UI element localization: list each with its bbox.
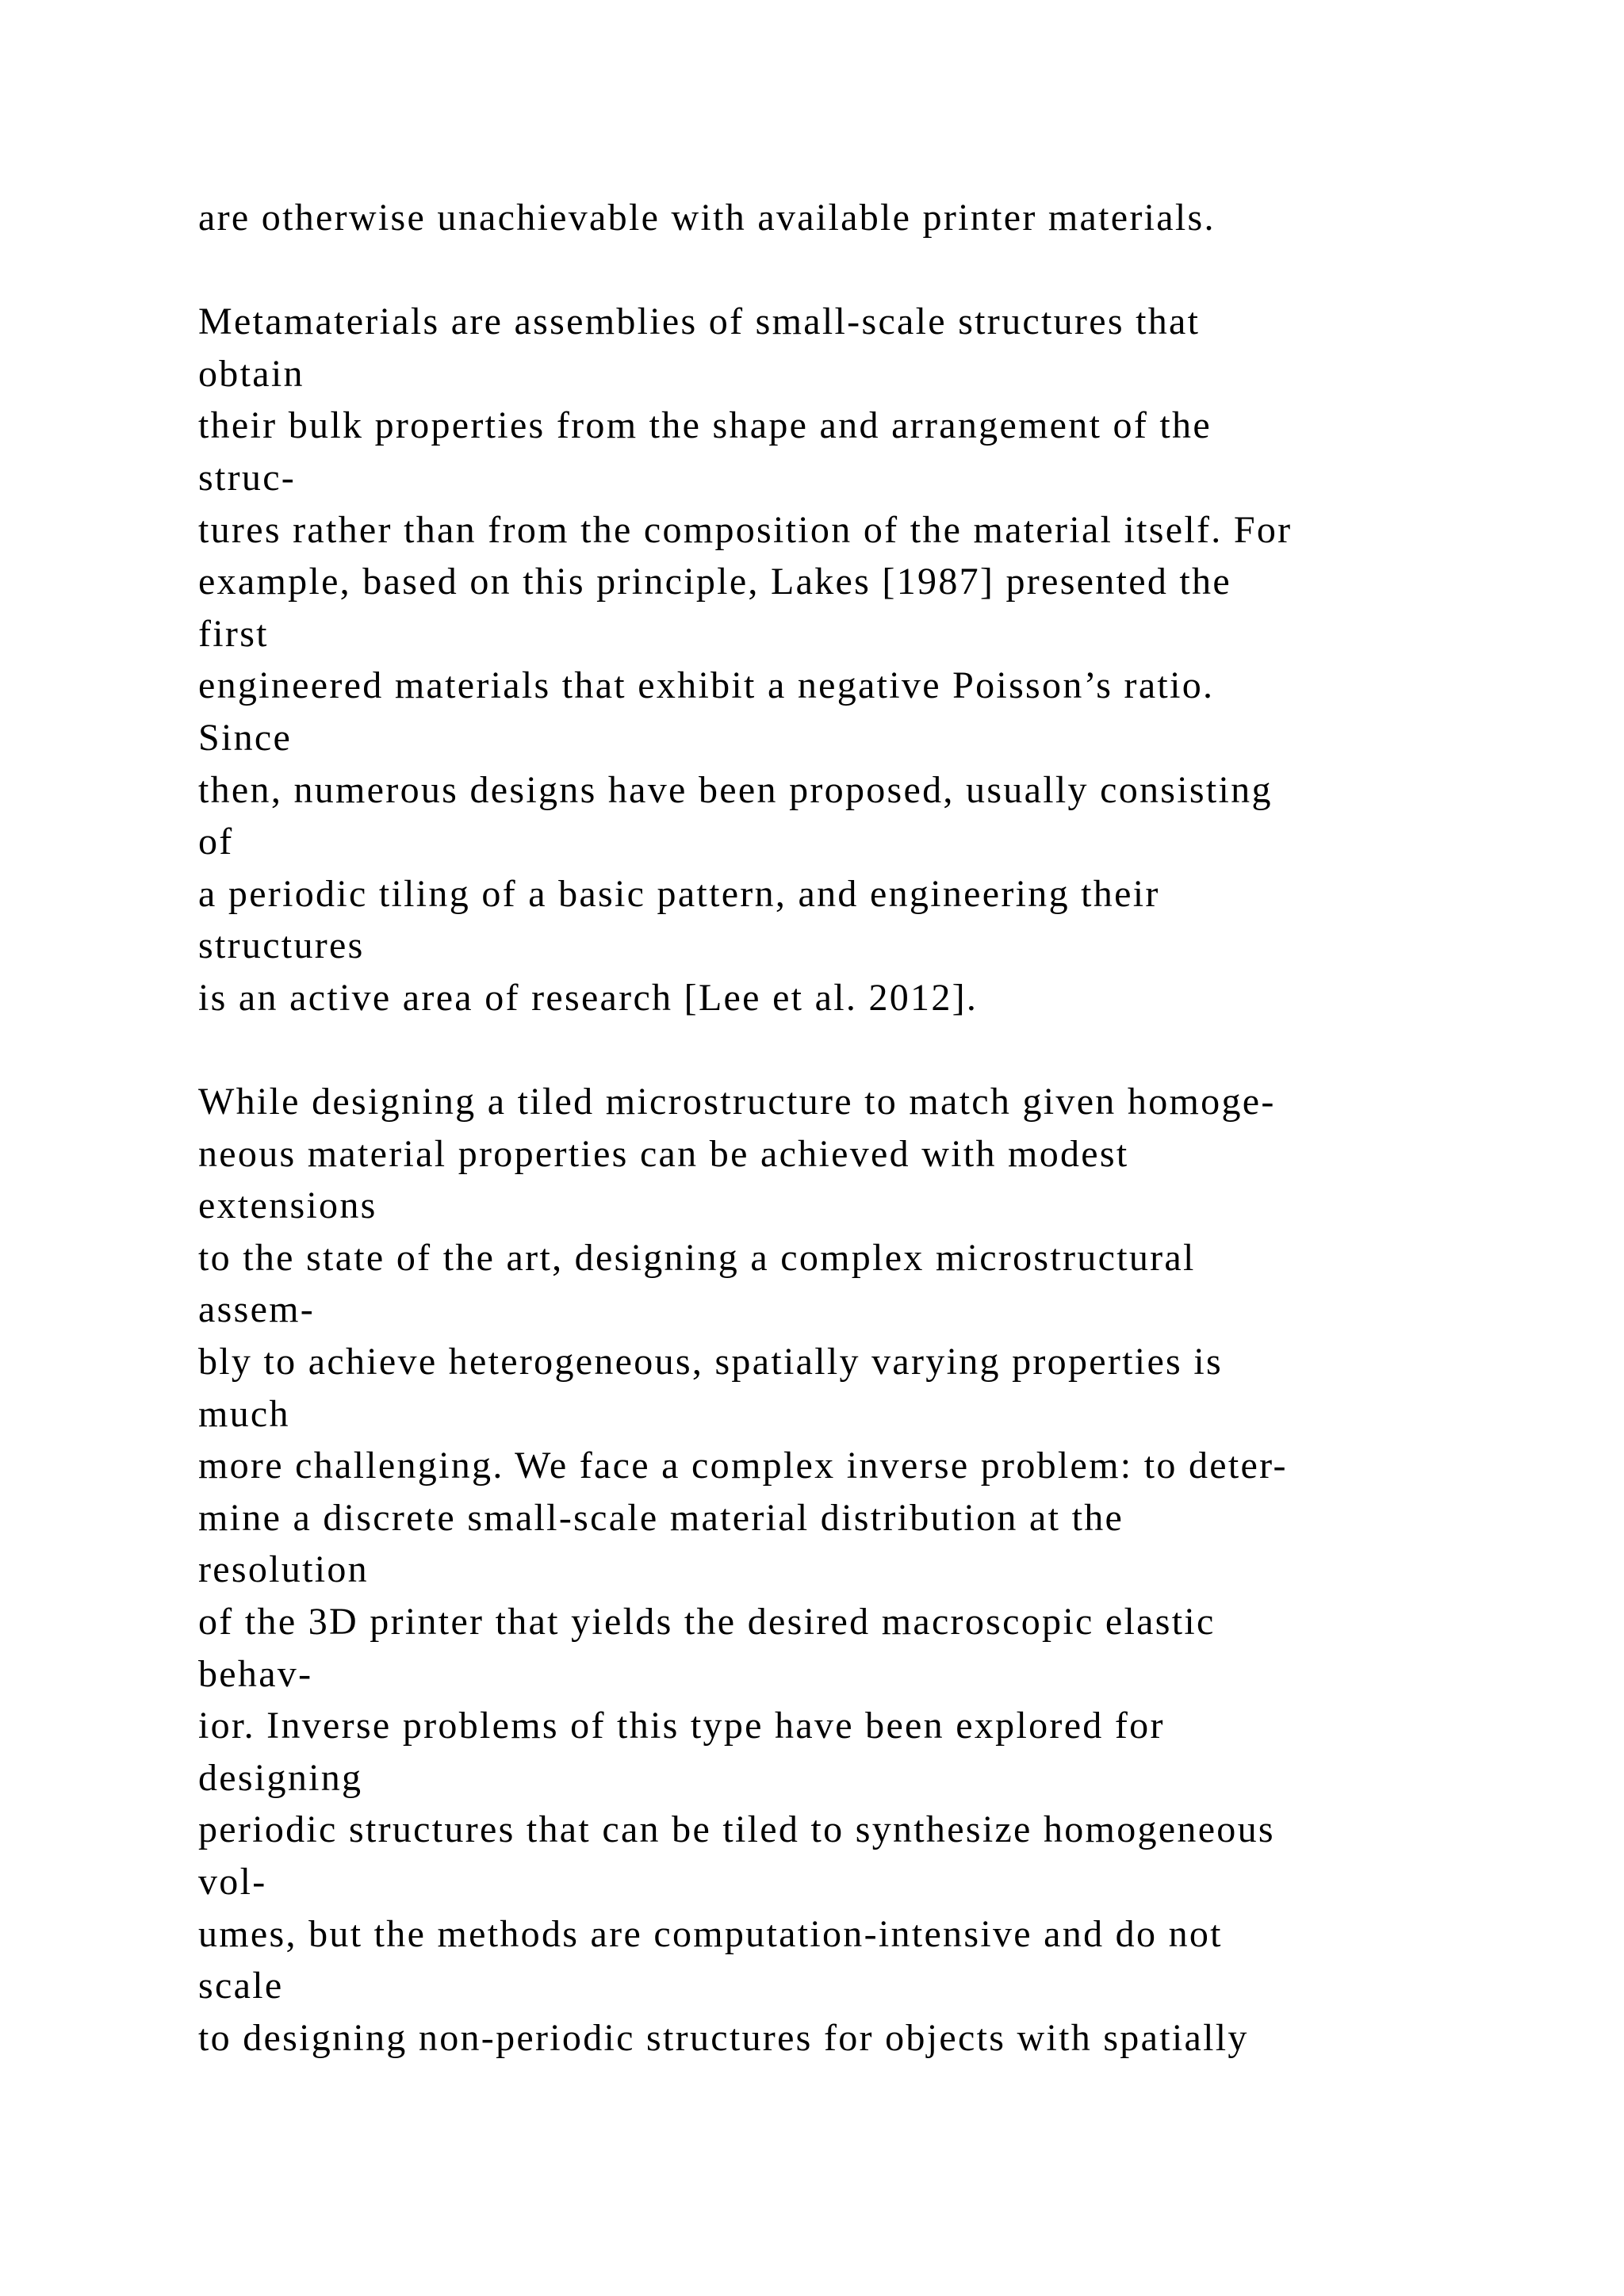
text-line: extensions: [198, 1184, 377, 1227]
paragraph-gap: [198, 1024, 1546, 1077]
text-line: a periodic tiling of a basic pattern, and engineering their: [198, 872, 1160, 915]
text-line: of the 3D printer that yields the desired macroscopic elastic: [198, 1601, 1216, 1644]
text-line: much: [198, 1392, 290, 1435]
text-line: bly to achieve heterogeneous, spatially varying properties is: [198, 1341, 1223, 1383]
text-line: Since: [198, 716, 293, 759]
text-line: then, numerous designs have been proposed, usually consisting: [198, 768, 1273, 811]
text-line: are otherwise unachievable with available printer materials.: [198, 197, 1216, 239]
text-line: Metamaterials are assemblies of small-scale structures that: [198, 300, 1201, 343]
text-line: example, based on this principle, Lakes [1987] presented the: [198, 561, 1231, 603]
text-line: struc-: [198, 456, 297, 499]
text-line: to designing non-periodic structures for objects with spatially: [198, 2016, 1249, 2059]
text-line: structures: [198, 924, 365, 967]
text-line: While designing a tiled microstructure to match given homoge-: [198, 1081, 1276, 1123]
text-line: ior. Inverse problems of this type have been explored for: [198, 1705, 1165, 1747]
text-line: scale: [198, 1965, 284, 2007]
paragraph: [198, 1076, 1546, 2064]
body-text: [198, 192, 1546, 2064]
text-line: umes, but the methods are computation-intensive and do not: [198, 1912, 1223, 1955]
paragraph: [198, 296, 1546, 1024]
text-line: is an active area of research [Lee et al. 2012].: [198, 976, 979, 1019]
text-line: assem-: [198, 1288, 316, 1331]
text-line: behav-: [198, 1652, 313, 1695]
text-line: designing: [198, 1756, 363, 1799]
text-line: periodic structures that can be tiled to synthesize homogeneous: [198, 1808, 1275, 1851]
text-line: their bulk properties from the shape and arrangement of the: [198, 404, 1212, 447]
text-line: tures rather than from the composition of the material itself. For: [198, 508, 1293, 551]
paragraph-gap: [198, 244, 1546, 297]
text-line: more challenging. We face a complex inverse problem: to deter-: [198, 1445, 1288, 1487]
text-line: to the state of the art, designing a complex microstructural: [198, 1236, 1196, 1279]
text-line: obtain: [198, 352, 304, 395]
text-line: resolution: [198, 1548, 369, 1591]
text-line: mine a discrete small-scale material distribution at the: [198, 1496, 1124, 1539]
text-line: of: [198, 821, 234, 863]
text-line: first: [198, 612, 269, 655]
text-line: vol-: [198, 1861, 267, 1903]
paragraph: [198, 192, 1546, 244]
text-line: engineered materials that exhibit a negative Poisson’s ratio.: [198, 664, 1215, 707]
text-line: neous material properties can be achieved with modest: [198, 1132, 1129, 1175]
